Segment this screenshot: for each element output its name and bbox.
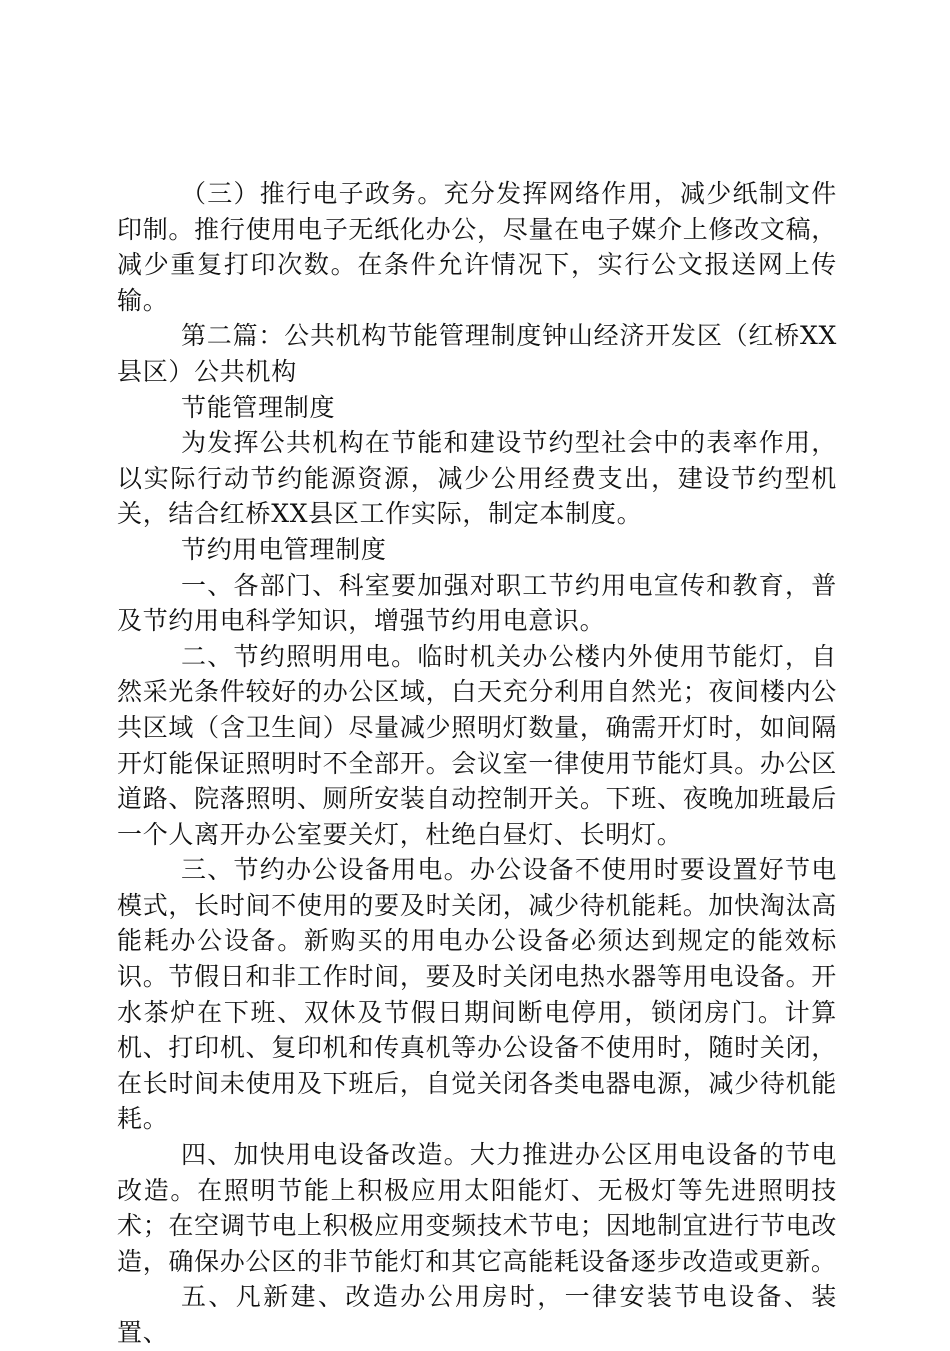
paragraph-item-3: 三、节约办公设备用电。办公设备不使用时要设置好节电模式，长时间不使用的要及时关闭，减少待机能耗。加快淘汰高能耗办公设备。新购买的用电办公设备必须达到规定的能效标识。节假日和非工作时间，要及时关闭电热水器等用电设备。开水茶炉在下班、双休及节假日期间断电停用，锁闭房门。计算机、打印机、复印机和传真机等办公设备不使用时，随时关闭，在长时间未使用及下班后，自觉关闭各类电器电源，减少待机能耗。	[117, 855, 837, 1134]
document-body	[117, 176, 837, 1351]
paragraph-e-government: （三）推行电子政务。充分发挥网络作用，减少纸制文件印制。推行使用电子无纸化办公，尽量在电子媒介上修改文稿，减少重复打印次数。在条件允许情况下，实行公文报送网上传输。	[117, 179, 837, 315]
paragraph-item-2: 二、节约照明用电。临时机关办公楼内外使用节能灯，自然采光条件较好的办公区域，白天充分利用自然光；夜间楼内公共区域（含卫生间）尽量减少照明灯数量，确需开灯时，如间隔开灯能保证照明时不全部开。会议室一律使用节能灯具。办公区道路、院落照明、厕所安装自动控制开关。下班、夜晚加班最后一个人离开办公室要关灯，杜绝白昼灯、长明灯。	[117, 641, 837, 849]
paragraph-electricity-heading: 节约用电管理制度	[181, 534, 387, 564]
paragraph-item-5: 五、凡新建、改造办公用房时，一律安装节电设备、装置、	[117, 1282, 837, 1347]
paragraph-item-4: 四、加快用电设备改造。大力推进办公区用电设备的节电改造。在照明节能上积极应用太阳能灯、无极灯等先进照明技术；在空调节电上积极应用变频技术节电；因地制宜进行节电改造，确保办公区的非节能灯和其它高能耗设备逐步改造或更新。	[117, 1140, 837, 1276]
paragraph-second-chapter-title: 第二篇：公共机构节能管理制度钟山经济开发区（红桥XX县区）公共机构	[117, 321, 837, 386]
paragraph-system-title: 节能管理制度	[181, 392, 336, 422]
paragraph-item-1: 一、各部门、科室要加强对职工节约用电宣传和教育，普及节约用电科学知识，增强节约用电意识。	[117, 570, 837, 636]
paragraph-purpose: 为发挥公共机构在节能和建设节约型社会中的表率作用，以实际行动节约能源资源，减少公用经费支出，建设节约型机关，结合红桥XX县区工作实际，制定本制度。	[117, 428, 837, 529]
